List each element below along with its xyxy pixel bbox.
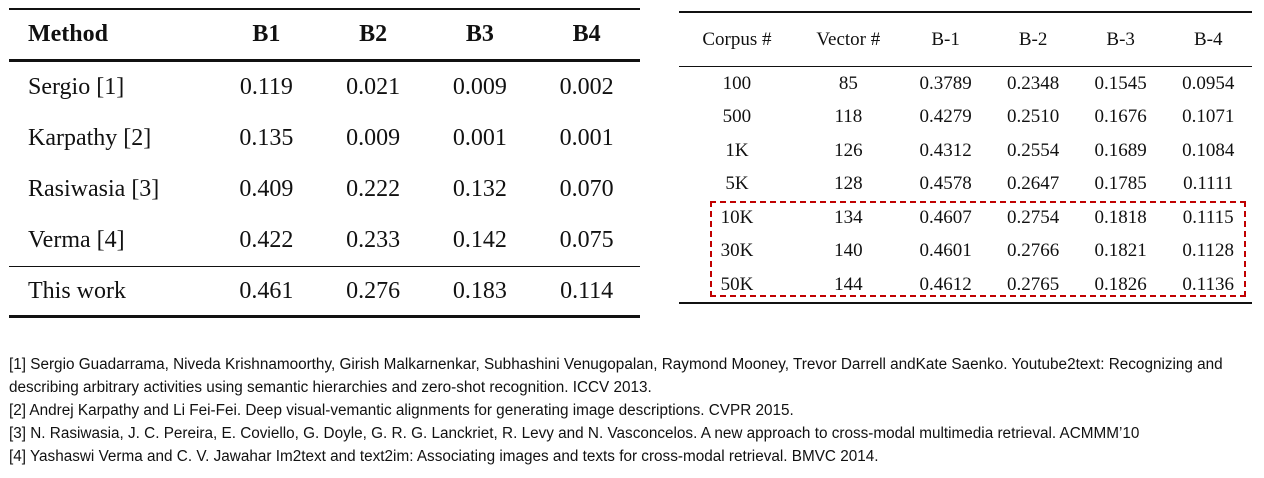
table-cell: 0.233	[346, 227, 401, 253]
table-cell: 0.4279	[919, 106, 972, 128]
table-cell: 100	[722, 72, 752, 94]
table-cell: 0.009	[346, 125, 401, 151]
column-header: B1	[213, 9, 320, 61]
reference-item: [2] Andrej Karpathy and Li Fei-Fei. Deep visual-vemantic alignments for generating image descriptions. CVPR 2015.	[9, 402, 794, 419]
table-cell: This work	[9, 267, 213, 317]
table-cell: 0.3789	[919, 72, 972, 94]
column-header: B-3	[1077, 12, 1165, 67]
table-cell: 50K	[679, 268, 795, 303]
table-cell: 0.1818	[1094, 206, 1147, 228]
table-cell: 0.1676	[1094, 106, 1147, 128]
table-cell: 0.183	[427, 267, 534, 317]
table-cell: 126	[834, 139, 863, 161]
table-cell: 500	[722, 106, 752, 128]
table-row	[679, 201, 1252, 235]
table-cell: 0.2348	[1006, 72, 1060, 94]
table-cell: Sergio [1]	[28, 74, 125, 100]
column-header: B-1	[902, 12, 990, 67]
table-cell: 0.002	[559, 74, 614, 100]
column-header: Vector #	[795, 12, 902, 67]
table-row	[679, 67, 1252, 101]
table-cell: 0.2766	[1006, 240, 1060, 262]
table-cell: 0.021	[346, 74, 401, 100]
table-cell: 0.1084	[1182, 139, 1235, 161]
reference-item: [3] N. Rasiwasia, J. C. Pereira, E. Coviello, G. Doyle, G. R. G. Lanckriet, R. Levy and N. Vasconcelos. A new approach to cross-modal multimedia retrieval. ACMMM’10	[9, 425, 1140, 442]
column-header: B-4	[1164, 12, 1252, 67]
table-cell: 0.2554	[1006, 139, 1060, 161]
table-cell: 0.2647	[1006, 173, 1060, 195]
table-cell: 0.0954	[1182, 72, 1235, 94]
table-row	[9, 113, 640, 164]
table-cell: 0.135	[239, 125, 294, 151]
table-header-row	[679, 12, 1252, 67]
table-row	[679, 134, 1252, 168]
table-cell: 85	[838, 72, 858, 94]
column-header: Method	[9, 9, 213, 61]
table-cell: 144	[795, 268, 902, 303]
table-cell: 0.422	[239, 227, 294, 253]
table-cell: 1K	[725, 139, 749, 161]
table-cell: 30K	[720, 240, 754, 262]
table-cell: 118	[834, 106, 863, 128]
column-header: Corpus #	[679, 12, 795, 67]
table-cell: 0.119	[239, 74, 293, 100]
table-cell: 128	[834, 173, 863, 195]
table-cell: 0.1689	[1094, 139, 1147, 161]
table-cell: 0.4601	[919, 240, 972, 262]
table-cell: 0.142	[452, 227, 507, 253]
column-header: B2	[320, 9, 427, 61]
corpus-size-table	[679, 11, 1252, 304]
reference-item: [4] Yashaswi Verma and C. V. Jawahar Im2text and text2im: Associating images and texts for cross-modal retrieval. BMVC 2014.	[9, 448, 879, 465]
table-cell: 0.409	[239, 176, 294, 202]
table-cell: 0.1128	[1182, 240, 1234, 262]
table-row-this-work	[9, 267, 640, 317]
table-cell: 0.001	[452, 125, 507, 151]
column-header: B-2	[989, 12, 1077, 67]
table-cell: 0.4578	[919, 173, 972, 195]
table-row	[679, 101, 1252, 135]
table-cell: 0.1545	[1094, 72, 1147, 94]
table-cell: 0.001	[559, 125, 614, 151]
table-row	[9, 164, 640, 215]
table-row	[679, 235, 1252, 269]
table-cell: 0.1826	[1077, 268, 1165, 303]
table-cell: 10K	[720, 206, 754, 228]
table-cell: 0.2754	[1006, 206, 1060, 228]
table-cell: 0.1136	[1164, 268, 1252, 303]
table-cell: 0.1821	[1094, 240, 1147, 262]
table-cell: 0.114	[533, 267, 640, 317]
table-cell: 0.276	[320, 267, 427, 317]
table-cell: 140	[834, 240, 863, 262]
table-cell: 0.222	[346, 176, 401, 202]
table-cell: 0.4612	[902, 268, 990, 303]
table-cell: 0.070	[559, 176, 614, 202]
table-cell: 0.461	[213, 267, 320, 317]
table-cell: 0.009	[452, 74, 507, 100]
table-row	[679, 168, 1252, 202]
table-cell: 0.1071	[1182, 106, 1235, 128]
table-cell: 0.1115	[1182, 206, 1234, 228]
table-cell: 5K	[725, 173, 749, 195]
table-cell: 0.4312	[919, 139, 972, 161]
column-header: B4	[533, 9, 640, 61]
column-header: B3	[427, 9, 534, 61]
table-cell: Karpathy [2]	[28, 125, 152, 151]
table-cell: 0.075	[559, 227, 614, 253]
table-cell: 0.2765	[989, 268, 1077, 303]
references-section	[9, 353, 1259, 468]
table-row	[9, 61, 640, 114]
table-header-row	[9, 9, 640, 61]
table-row	[679, 268, 1252, 303]
table-cell: Verma [4]	[28, 227, 125, 253]
table-cell: 0.1785	[1094, 173, 1147, 195]
reference-item: [1] Sergio Guadarrama, Niveda Krishnamoorthy, Girish Malkarnenkar, Subhashini Venugopalan, Raymond Mooney, Trevor Darrell andKate Saenko. Youtube2text: Recognizing and describing arbitrary activities using semantic hierarchies and zero-shot recognition. ICCV 2013.	[9, 356, 1223, 396]
table-cell: 0.1111	[1183, 173, 1234, 195]
corpus-size-table-container	[679, 11, 1252, 304]
table-cell: 0.2510	[1006, 106, 1060, 128]
table-cell: 134	[834, 206, 863, 228]
table-cell: Rasiwasia [3]	[28, 176, 160, 202]
table-row	[9, 215, 640, 267]
table-cell: 0.132	[452, 176, 507, 202]
table-cell: 0.4607	[919, 206, 972, 228]
method-comparison-table	[9, 8, 640, 318]
